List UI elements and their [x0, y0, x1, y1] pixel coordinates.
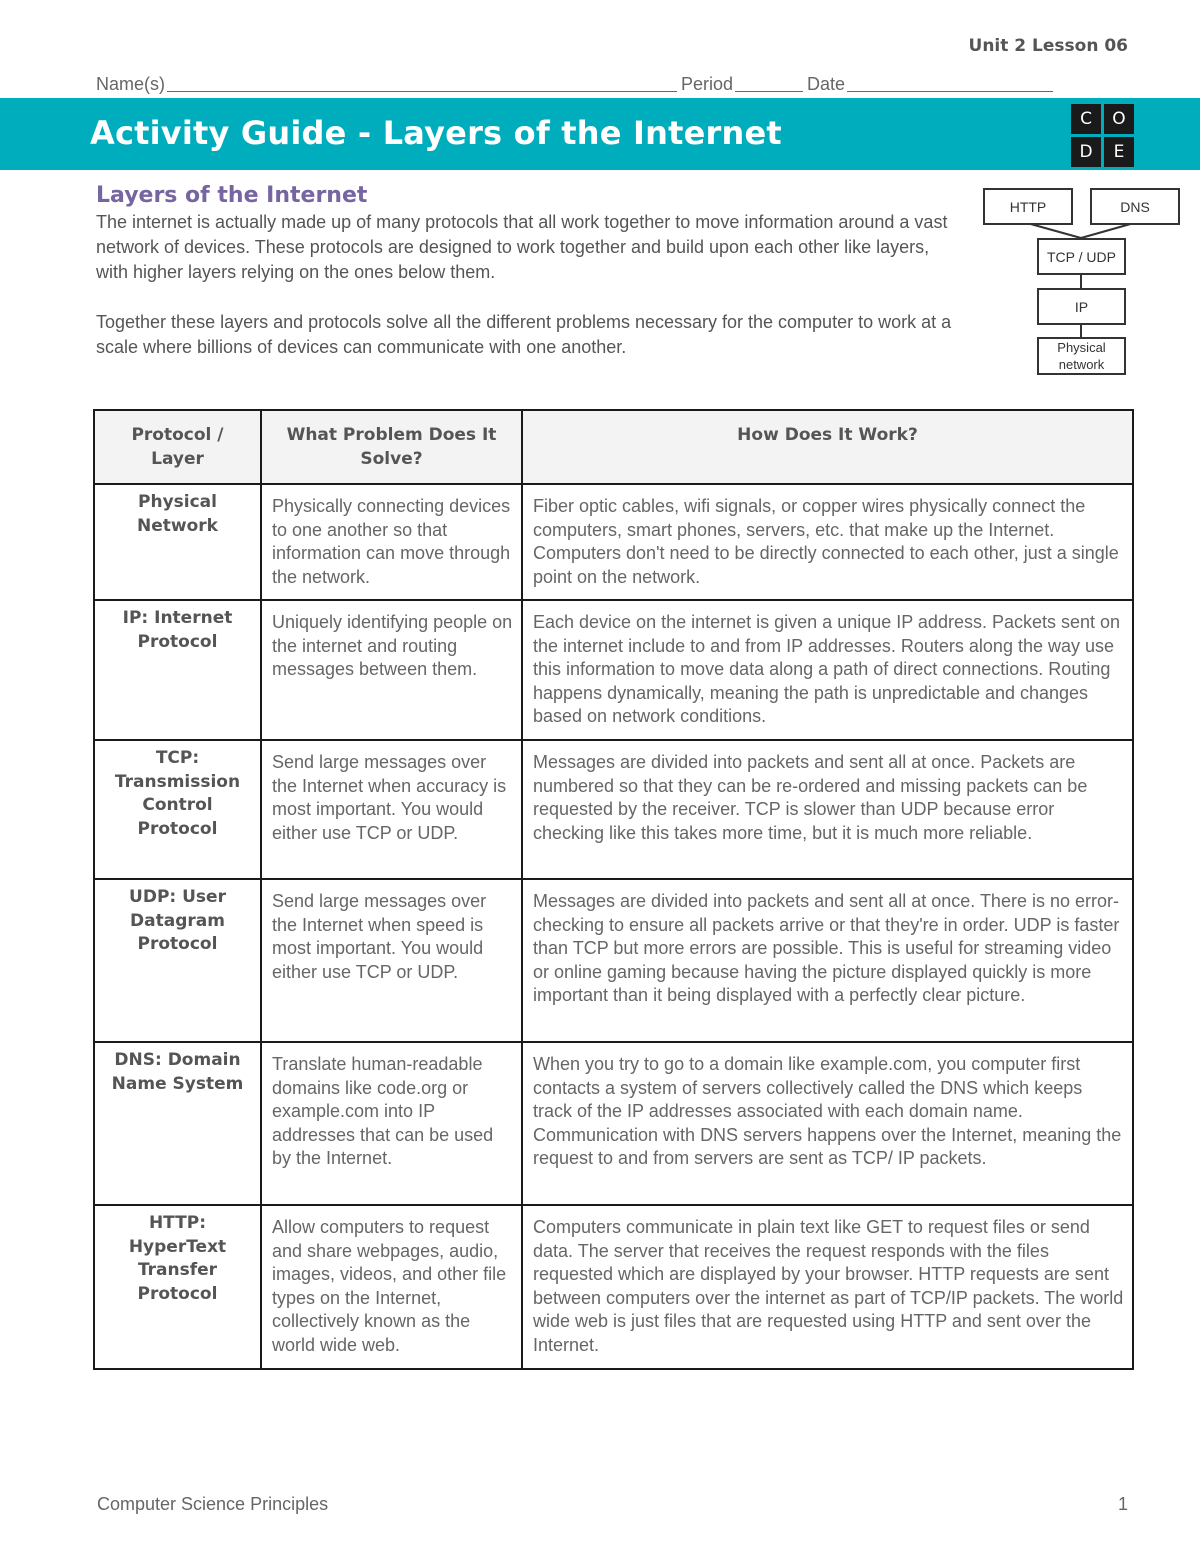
layers-diagram: [980, 185, 1180, 380]
how-cell: Messages are divided into packets and sent all at once. There is no error-checking to ensure all packets arrive or that they're in order. UDP is faster than TCP but more errors are possible. This is useful for streaming video or online gaming because having the picture displayed quickly is more important than it being displayed with a perfectly clear picture.: [522, 879, 1133, 1042]
page-number: 1: [1117, 1494, 1128, 1514]
intro-paragraph-2: Together these layers and protocols solve all the different problems necessary for the computer to work at a scale where billions of devices can communicate with one another.: [96, 312, 952, 357]
table-row: [94, 484, 1133, 600]
protocol-cell: UDP: User Datagram Protocol: [94, 879, 261, 1042]
diagram-box-physical: Physical network: [1037, 337, 1126, 375]
problem-cell: Uniquely identifying people on the internet and routing messages between them.: [261, 600, 522, 740]
name-field[interactable]: [167, 74, 677, 92]
how-cell: Messages are divided into packets and sent all at once. Packets are numbered so that they can be re-ordered and missing packets can be requested by the receiver. TCP is slower than UDP because error checking like this takes more time, but it is much more reliable.: [522, 740, 1133, 879]
how-cell: Computers communicate in plain text like GET to request files or send data. The server that receives the request responds with the files requested which are displayed by your browser. HTTP requests are sent between computers over the internet as part of TCP/IP packets. The world wide web is just files that are requested using HTTP and sent over the Internet.: [522, 1205, 1133, 1369]
column-header-problem: What Problem Does It Solve?: [261, 410, 522, 484]
name-label: Name(s): [96, 74, 166, 94]
period-field[interactable]: [735, 74, 803, 92]
table-row: [94, 1205, 1133, 1369]
diagram-box-ip: IP: [1037, 288, 1126, 325]
protocol-cell: HTTP: HyperText Transfer Protocol: [94, 1205, 261, 1369]
how-cell: Each device on the internet is given a unique IP address. Packets sent on the internet include to and from IP addresses. Routers along the way use this information to move data along a path of direct connections. Routing happens dynamically, meaning the path is unpredictable and changes based on network conditions.: [522, 600, 1133, 740]
footer-course: Computer Science Principles: [97, 1494, 329, 1514]
table-row: [94, 879, 1133, 1042]
unit-lesson-label: Unit 2 Lesson 06: [968, 36, 1128, 56]
column-header-protocol: Protocol / Layer: [94, 410, 261, 484]
problem-cell: Allow computers to request and share webpages, audio, images, videos, and other file types on the Internet, collectively known as the world wide web.: [261, 1205, 522, 1369]
how-cell: Fiber optic cables, wifi signals, or copper wires physically connect the computers, smart phones, servers, etc. that make up the Internet. Computers don't need to be directly connected to each other, just a single point on the network.: [522, 484, 1133, 600]
column-header-how: How Does It Work?: [522, 410, 1133, 484]
period-label: Period: [681, 74, 734, 94]
code-logo: [1071, 104, 1135, 168]
problem-cell: Physically connecting devices to one another so that information can move through the network.: [261, 484, 522, 600]
intro-section: [96, 182, 956, 360]
protocol-cell: Physical Network: [94, 484, 261, 600]
how-cell: When you try to go to a domain like example.com, you computer first contacts a system of servers collectively called the DNS which keeps track of the IP addresses associated with each domain name. Communication with DNS servers happens over the Internet, meaning the request to and from servers are sent as TCP/ IP packets.: [522, 1042, 1133, 1205]
name-period-date-line: [96, 74, 1076, 95]
problem-cell: Send large messages over the Internet when accuracy is most important. You would either use TCP or UDP.: [261, 740, 522, 879]
table-row: [94, 740, 1133, 879]
protocol-cell: IP: Internet Protocol: [94, 600, 261, 740]
problem-cell: Send large messages over the Internet when speed is most important. You would either use TCP or UDP.: [261, 879, 522, 1042]
problem-cell: Translate human-readable domains like code.org or example.com into IP addresses that can be used by the Internet.: [261, 1042, 522, 1205]
table-row: [94, 1042, 1133, 1205]
logo-letter: O: [1104, 104, 1134, 134]
protocol-table: [93, 409, 1134, 1370]
page-title: Activity Guide - Layers of the Internet: [90, 114, 782, 152]
protocol-cell: TCP: Transmission Control Protocol: [94, 740, 261, 879]
diagram-box-tcp-udp: TCP / UDP: [1037, 238, 1126, 275]
logo-letter: D: [1071, 137, 1101, 167]
dns-connector: [1081, 223, 1134, 238]
table-row: [94, 600, 1133, 740]
section-heading: Layers of the Internet: [96, 183, 368, 208]
http-connector: [1027, 223, 1081, 238]
diagram-box-dns: DNS: [1090, 188, 1180, 225]
logo-letter: C: [1071, 104, 1101, 134]
title-banner: [0, 98, 1200, 170]
diagram-box-http: HTTP: [983, 188, 1073, 225]
logo-letter: E: [1104, 137, 1134, 167]
table-header-row: [94, 410, 1133, 484]
date-field[interactable]: [847, 74, 1053, 92]
intro-paragraph-1: The internet is actually made up of many protocols that all work together to move information around a vast network of devices. These protocols are designed to work together and build upon each other like layers, with higher layers relying on the ones below them.: [96, 212, 948, 282]
date-label: Date: [807, 74, 846, 94]
protocol-cell: DNS: Domain Name System: [94, 1042, 261, 1205]
